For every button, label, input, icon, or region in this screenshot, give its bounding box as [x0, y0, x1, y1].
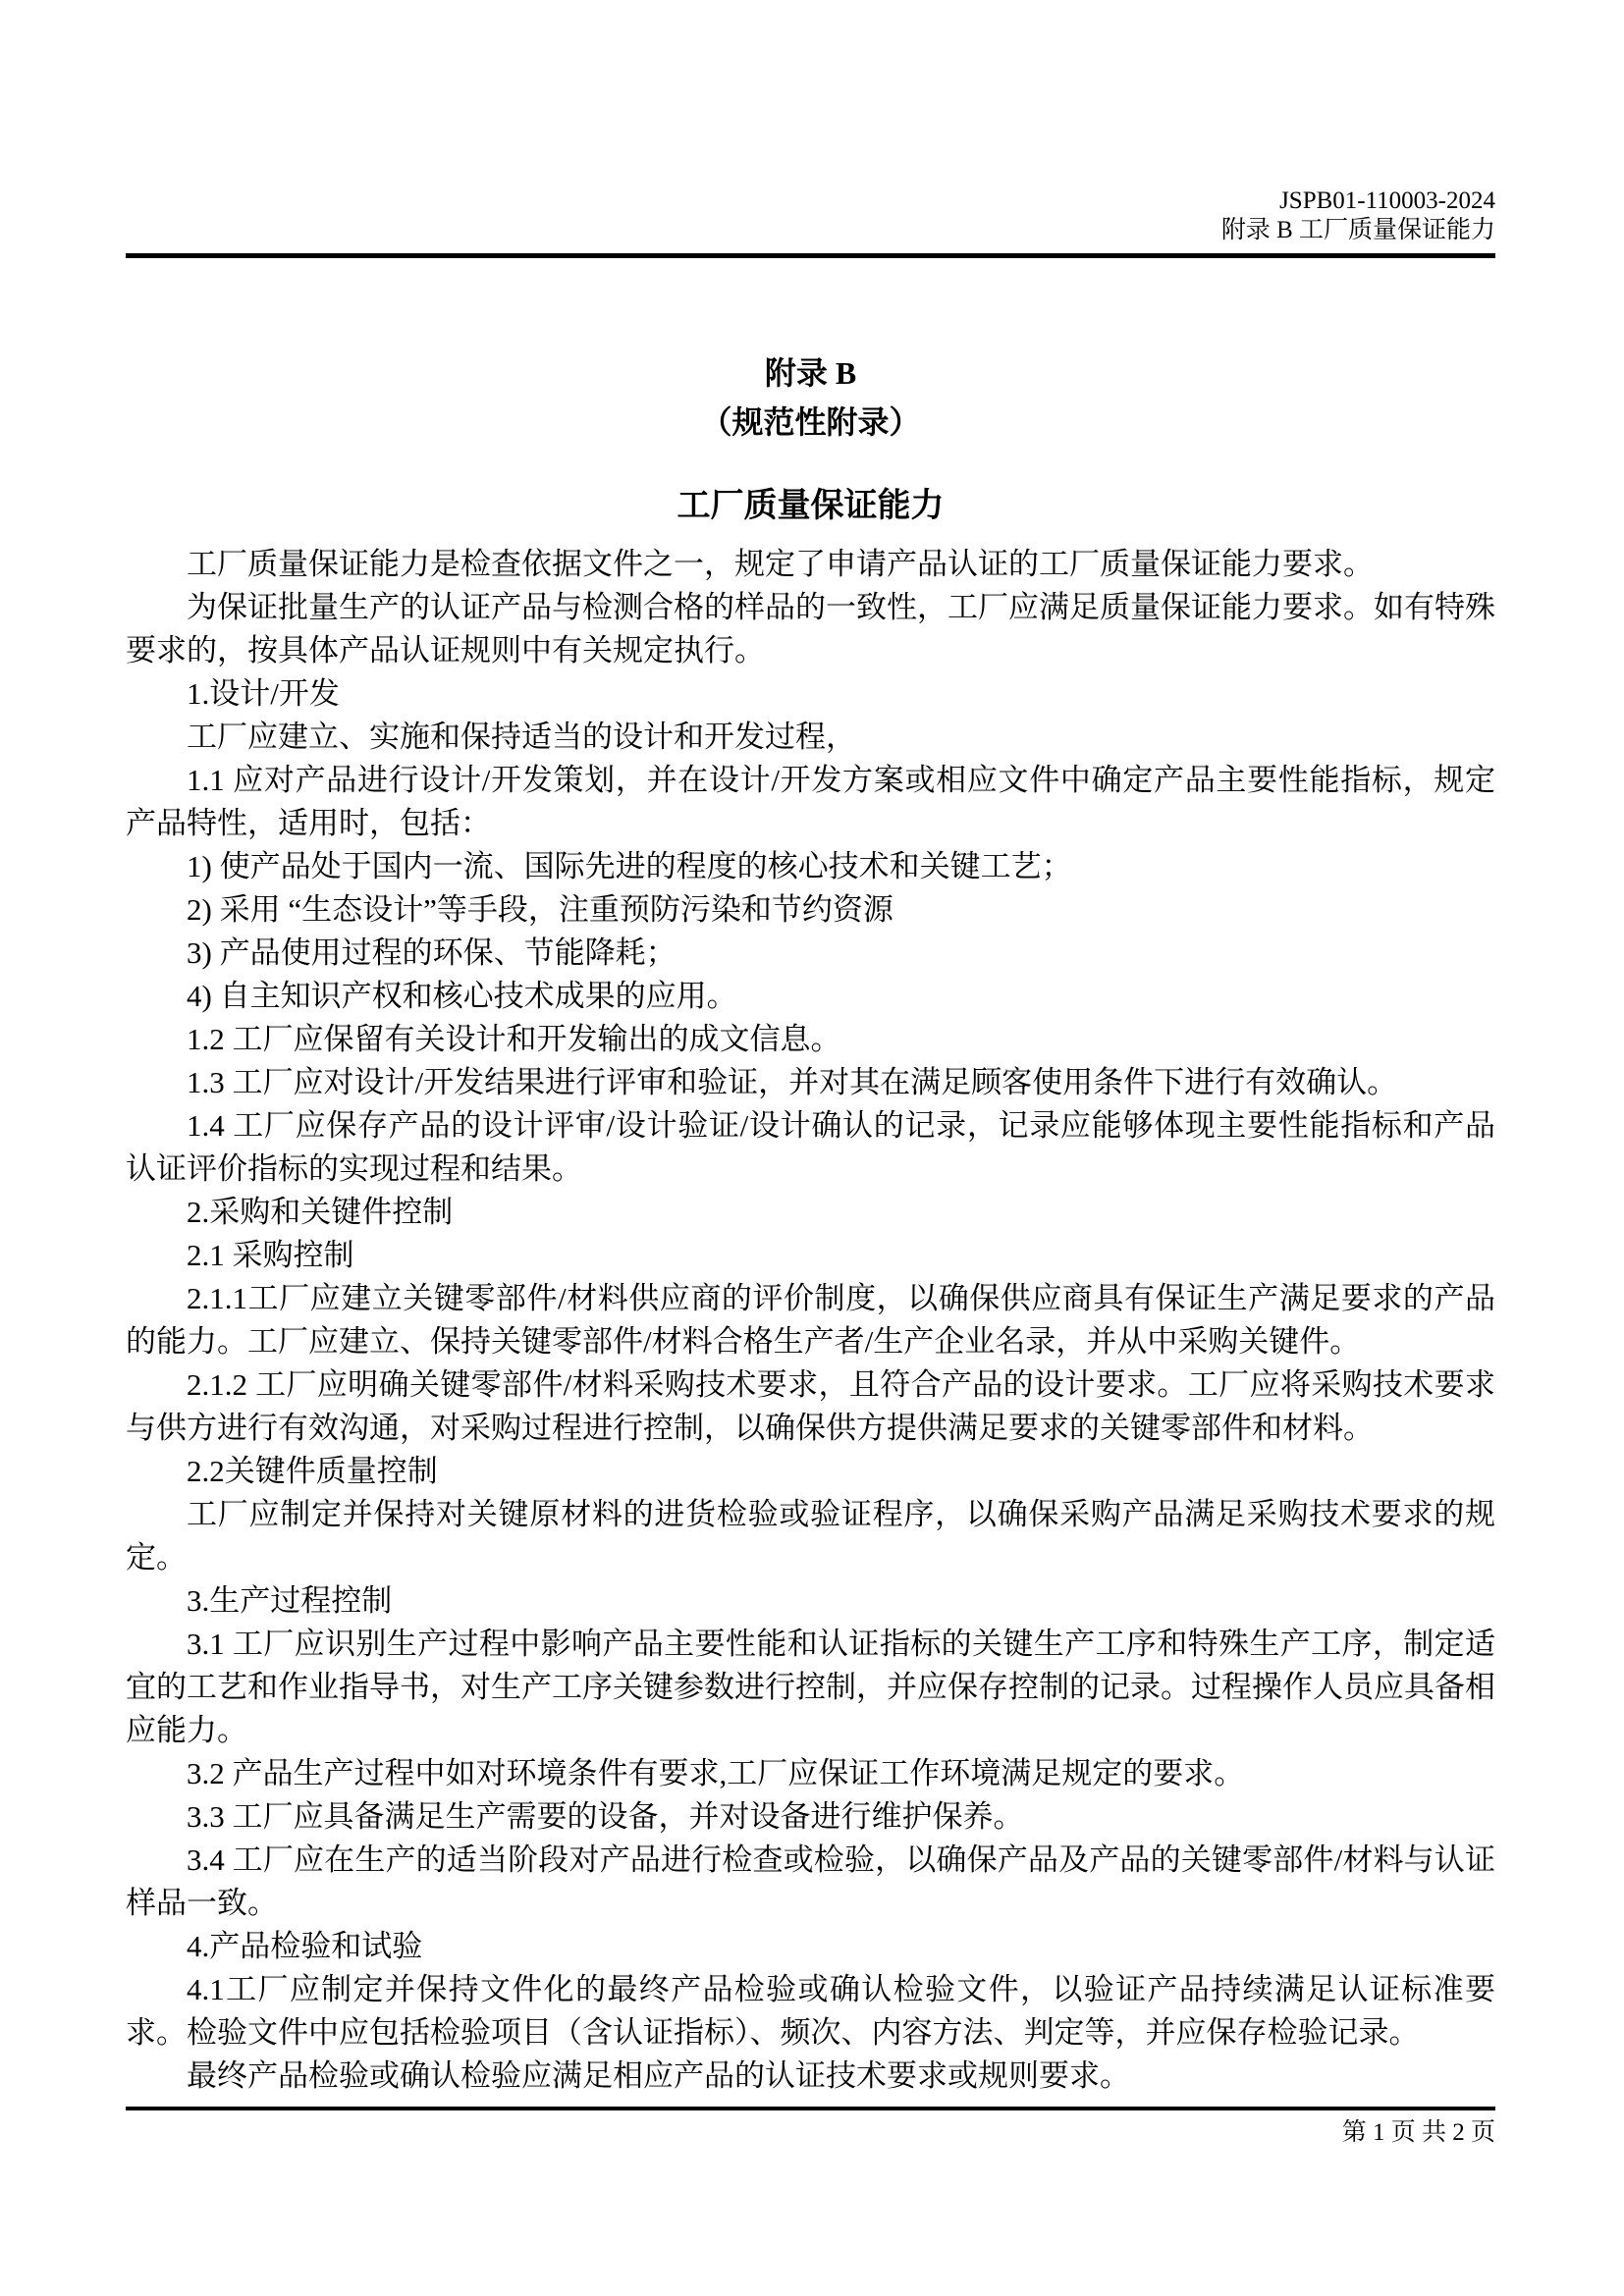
- paragraph: 1.设计/开发: [187, 676, 340, 711]
- paragraph: 2.2关键件质量控制: [187, 1454, 438, 1488]
- paragraph: 工厂质量保证能力是检查依据文件之一，规定了申请产品认证的工厂质量保证能力要求。: [187, 547, 1374, 581]
- paragraph: 3.4 工厂应在生产的适当阶段对产品进行检查或检验，以确保产品及产品的关键零部件/材料与认证样品一致。: [126, 1842, 1495, 1920]
- paragraph: 2.1.1工厂应建立关键零部件/材料供应商的评价制度，以确保供应商具有保证生产满足要求的产品的能力。工厂应建立、保持关键零部件/材料合格生产者/生产企业名录，并从中采购关键件。: [126, 1281, 1495, 1359]
- paragraph: 2) 采用 “生态设计”等手段，注重预防污染和节约资源: [187, 892, 893, 927]
- appendix-title: 附录 B: [764, 355, 857, 391]
- paragraph: 为保证批量生产的认证产品与检测合格的样品的一致性，工厂应满足质量保证能力要求。如有特殊要求的，按具体产品认证规则中有关规定执行。: [126, 590, 1495, 667]
- paragraph: 工厂应建立、实施和保持适当的设计和开发过程，: [187, 720, 856, 754]
- main-title: 工厂质量保证能力: [677, 488, 945, 524]
- paragraph: 2.1 采购控制: [187, 1238, 354, 1272]
- paragraph: 1) 使产品处于国内一流、国际先进的程度的核心技术和关键工艺；: [187, 849, 1072, 883]
- paragraph: 3) 产品使用过程的环保、节能降耗；: [187, 935, 677, 970]
- paragraph: 4.1工厂应制定并保持文件化的最终产品检验或确认检验文件，以验证产品持续满足认证标准要求。检验文件中应包括检验项目（含认证指标）、频次、内容方法、判定等，并应保存检验记录。: [126, 1972, 1495, 2050]
- header-doc-number: JSPB01-110003-2024: [1279, 187, 1495, 214]
- paragraph: 1.1 应对产品进行设计/开发策划，并在设计/开发方案或相应文件中确定产品主要性能指标，规定产品特性，适用时，包括：: [126, 763, 1495, 840]
- paragraph: 1.2 工厂应保留有关设计和开发输出的成文信息。: [187, 1022, 841, 1056]
- document-body: [126, 543, 1495, 2098]
- header-doc-title: 附录 B 工厂质量保证能力: [1220, 217, 1495, 243]
- paragraph: 最终产品检验或确认检验应满足相应产品的认证技术要求或规则要求。: [187, 2058, 1130, 2093]
- paragraph: 3.3 工厂应具备满足生产需要的设备，并对设备进行维护保养。: [187, 1799, 1024, 1834]
- paragraph: 3.2 产品生产过程中如对环境条件有要求,工厂应保证工作环境满足规定的要求。: [187, 1756, 1245, 1790]
- paragraph: 3.1 工厂应识别生产过程中影响产品主要性能和认证指标的关键生产工序和特殊生产工序，制定适宜的工艺和作业指导书，对生产工序关键参数进行控制，并应保存控制的记录。过程操作人员应具备相应能力。: [126, 1627, 1495, 1747]
- appendix-subtitle: （规范性附录）: [700, 404, 921, 440]
- page-header: [1221, 187, 1495, 245]
- paragraph: 4.产品检验和试验: [187, 1929, 423, 1963]
- paragraph: 3.生产过程控制: [187, 1583, 393, 1618]
- document-content: [126, 258, 1495, 2098]
- footer-rule: [126, 2107, 1495, 2110]
- paragraph: 工厂应制定并保持对关键原材料的进货检验或验证程序，以确保采购产品满足采购技术要求的规定。: [126, 1497, 1495, 1575]
- paragraph: 1.3 工厂应对设计/开发结果进行评审和验证，并对其在满足顾客使用条件下进行有效确认。: [187, 1065, 1398, 1099]
- page-number: 第 1 页 共 2 页: [1341, 2119, 1495, 2146]
- paragraph: 2.1.2 工厂应明确关键零部件/材料采购技术要求，且符合产品的设计要求。工厂应将采购技术要求与供方进行有效沟通，对采购过程进行控制，以确保供方提供满足要求的关键零部件和材料。: [126, 1367, 1495, 1445]
- paragraph: 2.采购和关键件控制: [187, 1195, 454, 1229]
- paragraph: 4) 自主知识产权和核心技术成果的应用。: [187, 979, 737, 1013]
- paragraph: 1.4 工厂应保存产品的设计评审/设计验证/设计确认的记录，记录应能够体现主要性能指标和产品认证评价指标的实现过程和结果。: [126, 1108, 1495, 1186]
